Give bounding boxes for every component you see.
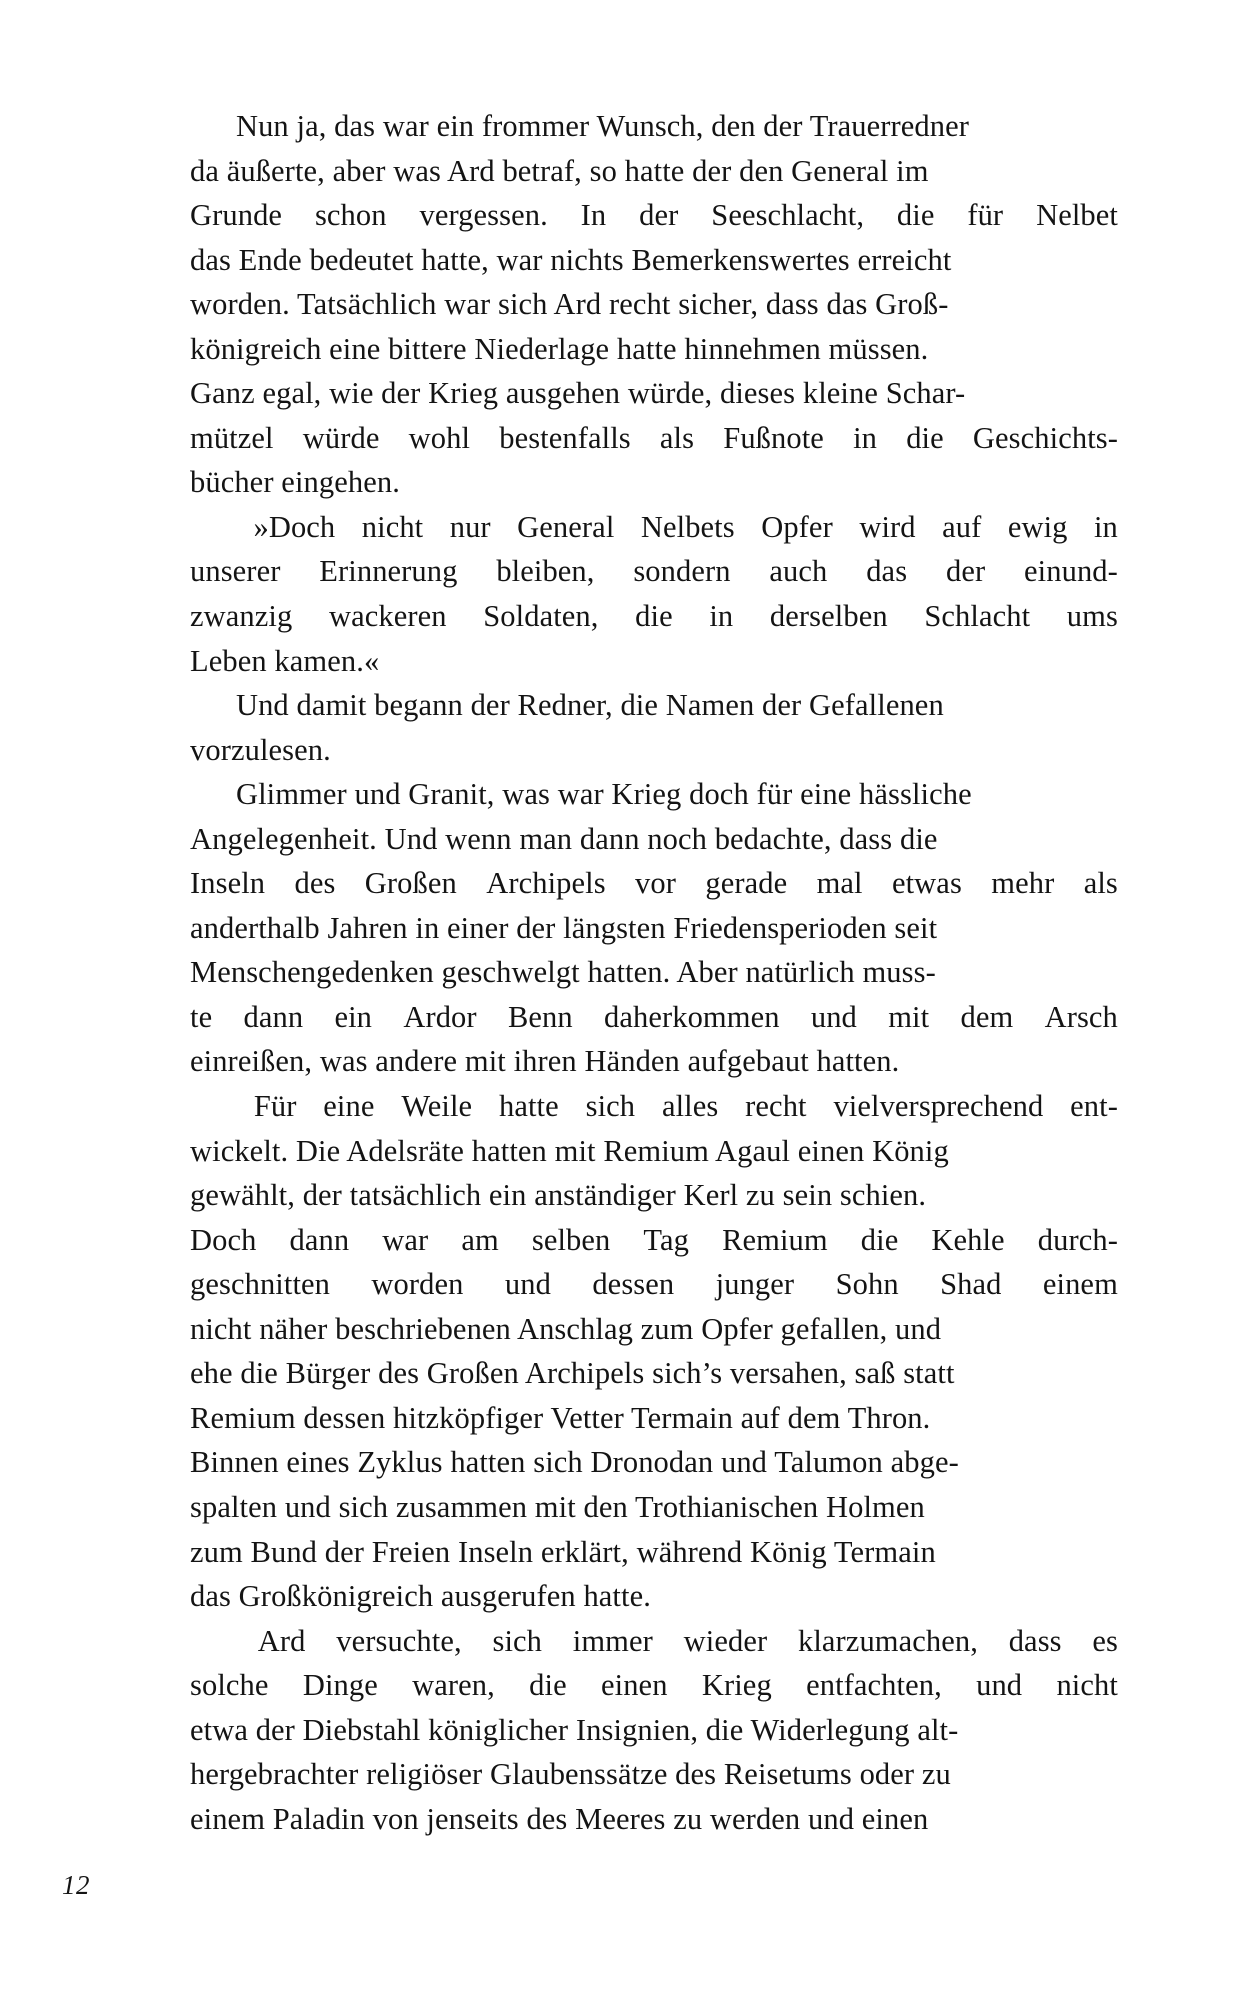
word: für (967, 198, 1004, 233)
word: war (382, 1222, 429, 1257)
word: Krieg (701, 1668, 772, 1703)
text-line: ehe die Bürger des Großen Archipels sich’s versahen, saß statt (190, 1356, 955, 1391)
word: dass (1008, 1623, 1062, 1658)
word: Weile (401, 1089, 473, 1124)
word: auch (769, 554, 828, 589)
word: recht (745, 1089, 807, 1124)
word: Großen (364, 866, 457, 901)
word: und (810, 999, 857, 1034)
word: te (190, 999, 213, 1034)
text-line: nicht näher beschriebenen Anschlag zum Opfer gefallen, und (190, 1311, 942, 1346)
word: Archipels (486, 866, 606, 901)
word: klarzumachen, (797, 1623, 978, 1658)
text-line: das Ende bedeutet hatte, war nichts Bemerkenswertes erreicht (190, 242, 952, 277)
word: Benn (507, 999, 573, 1034)
text-line: gewählt, der tatsächlich ein anständiger Kerl zu sein schien. (190, 1178, 927, 1213)
word: dann (289, 1222, 350, 1257)
word: des (294, 866, 336, 901)
word: derselben (769, 599, 888, 634)
word: immer (572, 1623, 653, 1658)
text-line: bücher eingehen. (190, 465, 400, 500)
word: dessen (592, 1267, 675, 1302)
text-line: Angelegenheit. Und wenn man dann noch bedachte, dass die (190, 821, 938, 856)
word: vor (635, 866, 677, 901)
word: unserer (190, 554, 281, 589)
word: geschnitten (190, 1267, 331, 1302)
word: ewig (1007, 509, 1068, 544)
text-line (190, 594, 1118, 639)
paragraph-indent (190, 1084, 227, 1129)
text-line: Und damit begann der Redner, die Namen der Gefallenen (190, 688, 944, 723)
word: die (529, 1668, 567, 1703)
text-line: königreich eine bittere Niederlage hatte hinnehmen müssen. (190, 331, 929, 366)
word: mehr (991, 866, 1055, 901)
text-line (190, 549, 1118, 594)
word: der (945, 554, 986, 589)
word: Tag (643, 1222, 690, 1257)
word: Nelbets (640, 509, 735, 544)
text-line: Glimmer und Granit, was war Krieg doch für eine hässliche (190, 777, 972, 812)
word: General (517, 509, 615, 544)
word: Dinge (302, 1668, 378, 1703)
word: die (896, 198, 935, 233)
word: auf (942, 509, 982, 544)
word: In (580, 198, 607, 233)
text-line: Binnen eines Zyklus hatten sich Dronodan und Talumon abge- (190, 1445, 959, 1480)
word: dann (243, 999, 304, 1034)
word: Kehle (931, 1222, 1005, 1257)
text-line (190, 1663, 1118, 1708)
text-line (190, 505, 1118, 550)
text-line: Ganz egal, wie der Krieg ausgehen würde, dieses kleine Schar- (190, 376, 966, 411)
word: bleiben, (496, 554, 595, 589)
word: vielversprechend (833, 1089, 1044, 1124)
word: waren, (412, 1668, 495, 1703)
word: wird (859, 509, 916, 544)
word: Für (253, 1089, 297, 1124)
text-line: etwa der Diebstahl königlicher Insignien, die Widerlegung alt- (190, 1712, 959, 1747)
word: als (1083, 866, 1118, 901)
word: hatte (499, 1089, 559, 1124)
word: Shad (940, 1267, 1002, 1302)
word: Nelbet (1036, 198, 1118, 233)
word: die (635, 599, 673, 634)
word: solche (190, 1668, 269, 1703)
word: in (709, 599, 734, 634)
text-line (190, 1218, 1118, 1263)
word: sich (585, 1089, 636, 1124)
word: »Doch (253, 509, 336, 544)
word: in (1093, 509, 1118, 544)
word: wohl (408, 420, 471, 455)
word: einem (1042, 1267, 1118, 1302)
word: Remium (722, 1222, 828, 1257)
word: Ard (257, 1623, 306, 1658)
word: nur (449, 509, 491, 544)
word: einen (601, 1668, 668, 1703)
text-line: zum Bund der Freien Inseln erklärt, während König Termain (190, 1534, 936, 1569)
word: ent- (1070, 1089, 1118, 1124)
word: entfachten, (806, 1668, 942, 1703)
word: dem (960, 999, 1014, 1034)
word: nicht (361, 509, 424, 544)
word: mit (888, 999, 930, 1034)
text-line (190, 861, 1118, 906)
text-line (190, 1262, 1118, 1307)
word: und (504, 1267, 551, 1302)
word: ein (334, 999, 373, 1034)
word: die (860, 1222, 899, 1257)
word: worden (371, 1267, 464, 1302)
word: würde (302, 420, 380, 455)
paragraph-indent (190, 505, 227, 550)
word: nicht (1056, 1668, 1118, 1703)
word: Grunde (190, 198, 283, 233)
word: wieder (683, 1623, 768, 1658)
text-line: Menschengedenken geschwelgt hatten. Aber natürlich muss- (190, 955, 936, 990)
word: gerade (705, 866, 788, 901)
word: Erinnerung (319, 554, 458, 589)
text-line (190, 1619, 1118, 1664)
text-line: einem Paladin von jenseits des Meeres zu werden und einen (190, 1801, 929, 1836)
word: Ardor (403, 999, 477, 1034)
word: es (1092, 1623, 1118, 1658)
page-text-body (190, 104, 1118, 1841)
word: sich (492, 1623, 543, 1658)
word: ums (1066, 599, 1118, 634)
word: junger (715, 1267, 795, 1302)
text-line: Remium dessen hitzköpfiger Vetter Termain auf dem Thron. (190, 1400, 931, 1435)
word: selben (531, 1222, 611, 1257)
word: am (461, 1222, 499, 1257)
word: zwanzig (190, 599, 293, 634)
word: einund- (1024, 554, 1118, 589)
word: Soldaten, (483, 599, 599, 634)
word: mal (816, 866, 863, 901)
text-line: worden. Tatsächlich war sich Ard recht sicher, dass das Groß- (190, 287, 949, 322)
paragraph-indent (190, 1619, 227, 1664)
word: schon (314, 198, 387, 233)
word: wackeren (328, 599, 447, 634)
word: daherkommen (604, 999, 780, 1034)
text-line: Leben kamen.« (190, 643, 380, 678)
word: Arsch (1044, 999, 1118, 1034)
word: als (659, 420, 695, 455)
word: Inseln (190, 866, 266, 901)
text-line: einreißen, was andere mit ihren Händen aufgebaut hatten. (190, 1044, 900, 1079)
text-line (190, 193, 1118, 238)
word: etwas (891, 866, 962, 901)
word: der (639, 198, 679, 233)
text-line (190, 1084, 1118, 1129)
word: eine (323, 1089, 375, 1124)
word: durch- (1037, 1222, 1118, 1257)
word: Seeschlacht, (711, 198, 865, 233)
word: bestenfalls (499, 420, 631, 455)
text-line: da äußerte, aber was Ard betraf, so hatte der den General im (190, 153, 929, 188)
text-line: das Großkönigreich ausgerufen hatte. (190, 1579, 651, 1614)
text-line: wickelt. Die Adelsräte hatten mit Remium Agaul einen König (190, 1133, 949, 1168)
text-line (190, 995, 1118, 1040)
word: mützel (190, 420, 274, 455)
text-line: Nun ja, das war ein frommer Wunsch, den der Trauerredner (190, 109, 969, 143)
word: vergessen. (419, 198, 548, 233)
page-number: 12 (62, 1870, 90, 1900)
word: versuchte, (336, 1623, 462, 1658)
word: Sohn (835, 1267, 899, 1302)
text-line: vorzulesen. (190, 732, 331, 767)
text-line: hergebrachter religiöser Glaubenssätze des Reisetums oder zu (190, 1757, 951, 1792)
text-line (190, 416, 1118, 461)
word: Doch (190, 1222, 257, 1257)
text-line: spalten und sich zusammen mit den Trothianischen Holmen (190, 1489, 925, 1524)
word: Fußnote (723, 420, 824, 455)
word: das (866, 554, 908, 589)
word: sondern (633, 554, 731, 589)
word: Opfer (761, 509, 833, 544)
word: in (853, 420, 878, 455)
word: und (976, 1668, 1023, 1703)
word: Schlacht (924, 599, 1031, 634)
word: Geschichts- (972, 420, 1118, 455)
text-line: anderthalb Jahren in einer der längsten Friedensperioden seit (190, 910, 938, 945)
word: die (906, 420, 944, 455)
word: alles (661, 1089, 719, 1124)
